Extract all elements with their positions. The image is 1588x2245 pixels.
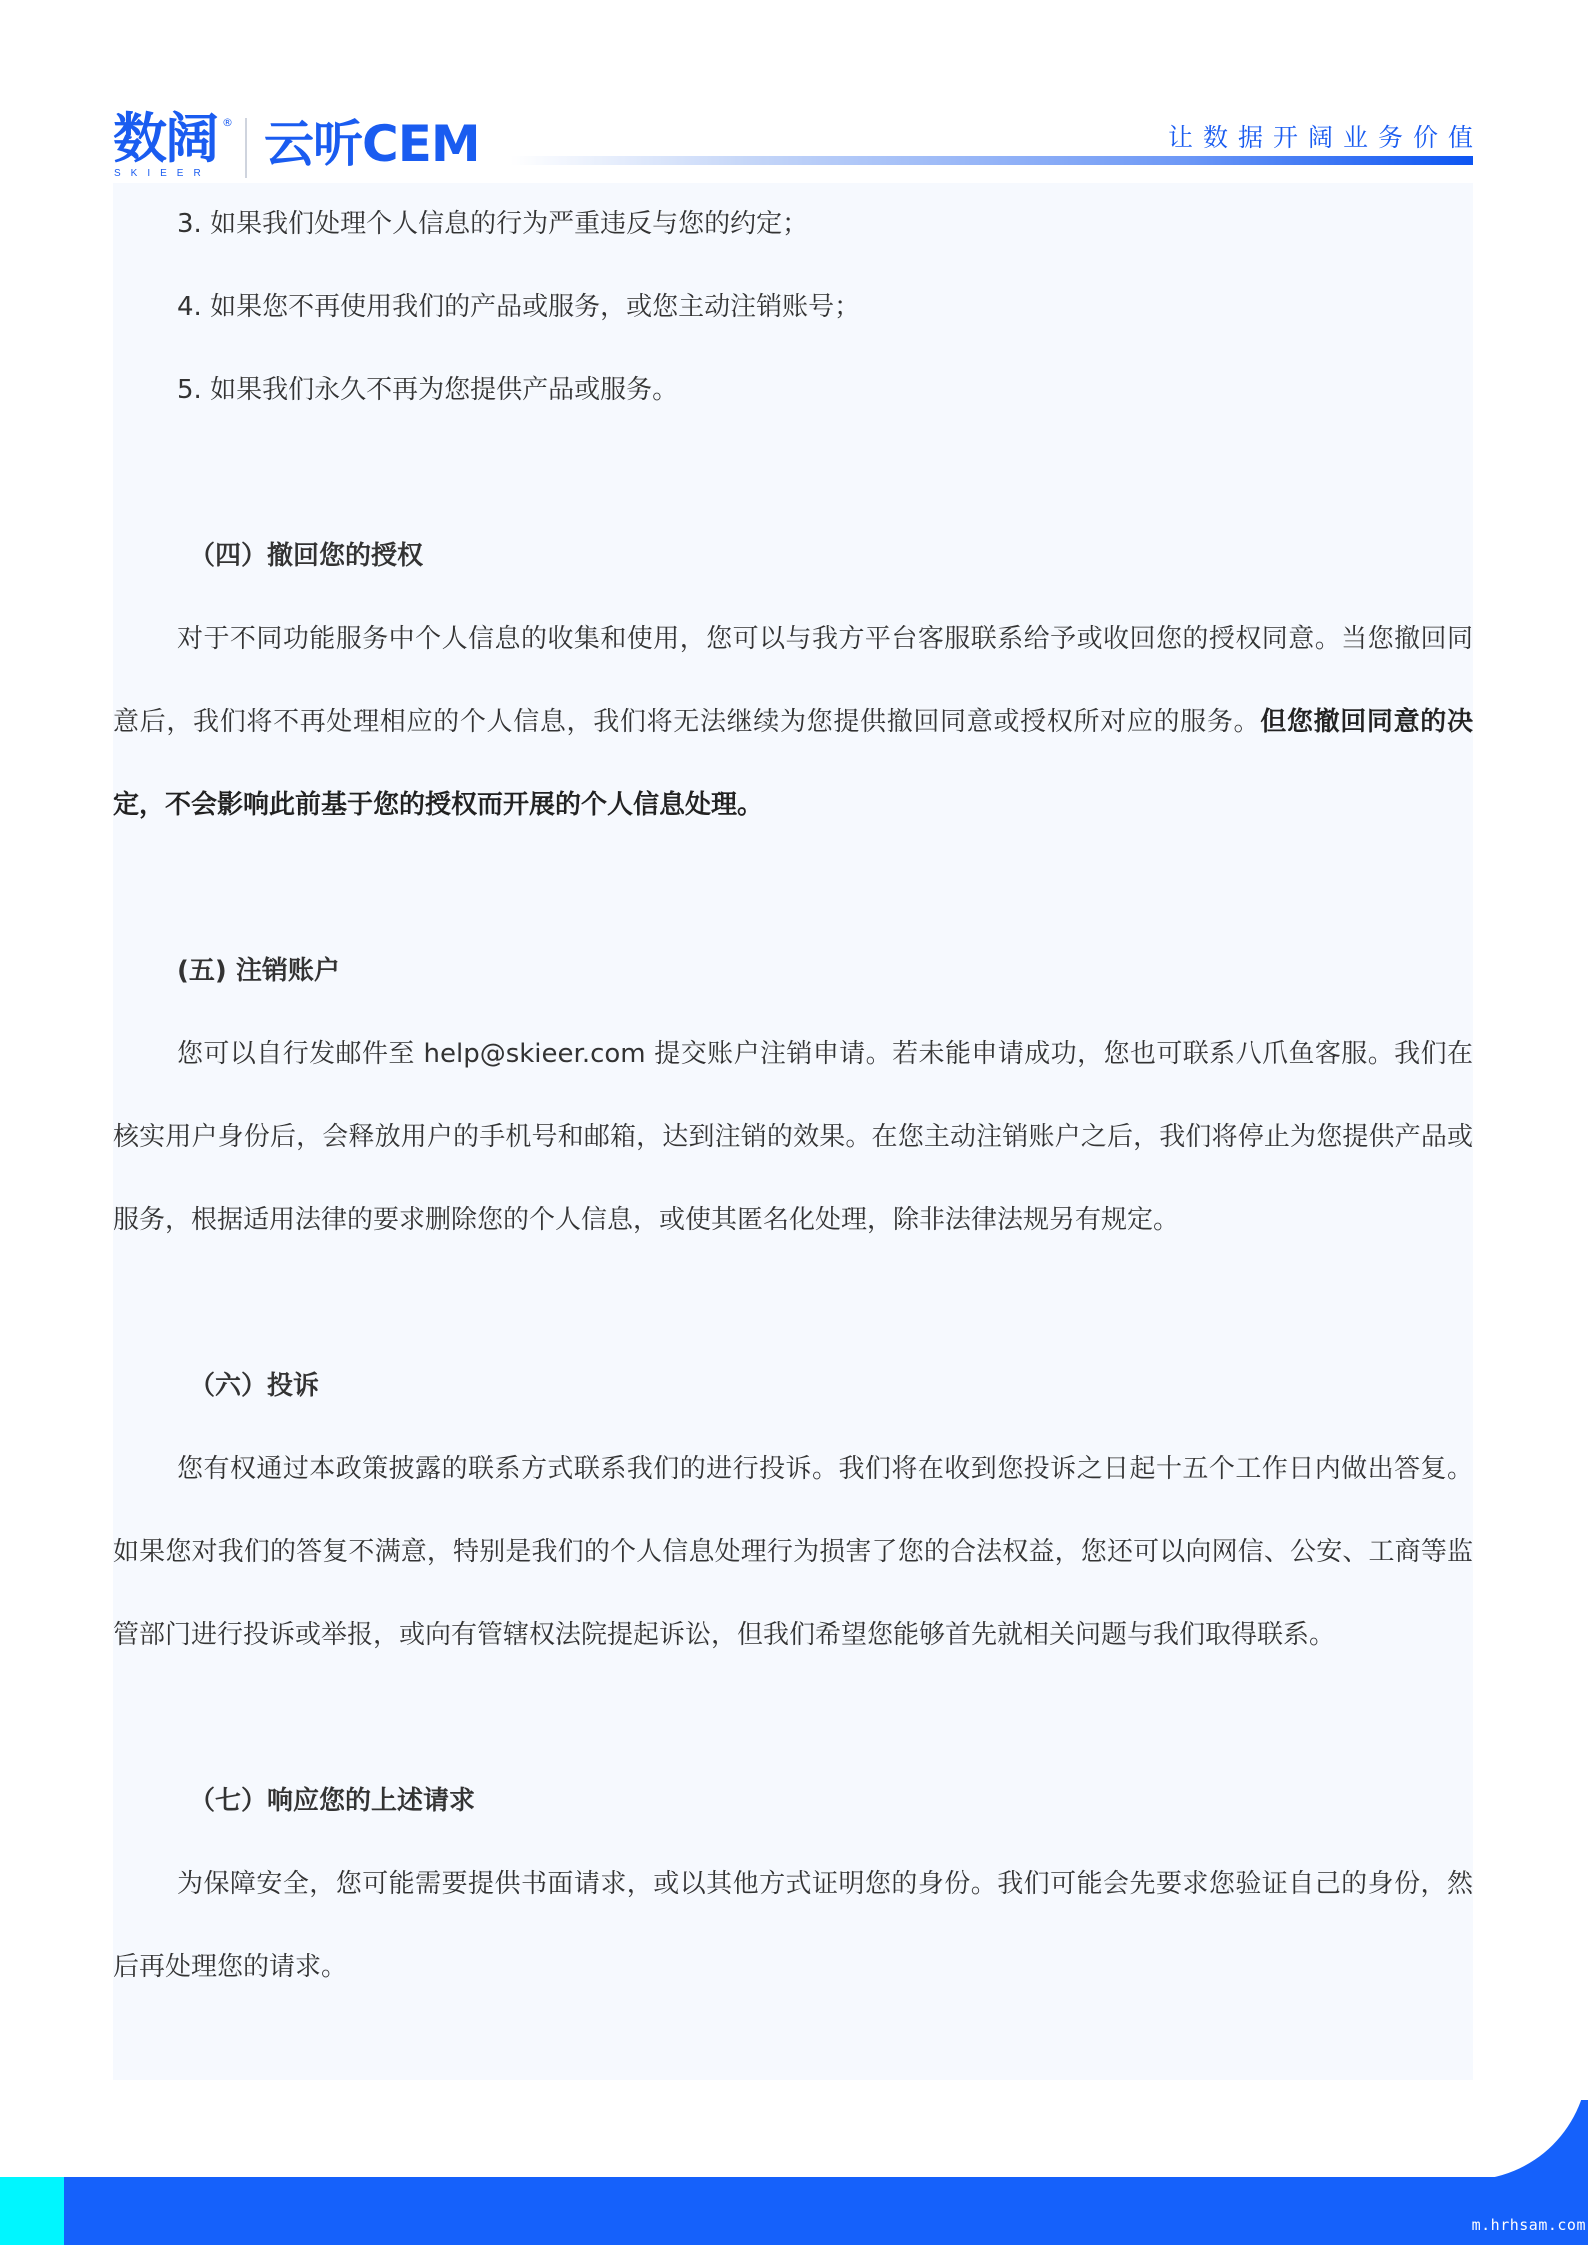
page-header [0, 0, 1588, 183]
paragraph-bold-text: 但您撤回同意的决定，不会影响此前基于您的授权而开展的个人信息处理。 [113, 707, 1473, 820]
section-paragraph-respond-requests [113, 1843, 1473, 2009]
section-heading-respond-requests: （七）响应您的上述请求 [189, 1786, 476, 1816]
paragraph-text: 您有权通过本政策披露的联系方式联系我们的进行投诉。我们将在收到您投诉之日起十五个工作日内做出答复。如果您对我们的答复不满意，特别是我们的个人信息处理行为损害了您的合法权益，您还可以向网信、公安、工商等监管部门进行投诉或举报，或向有管辖权法院提起诉讼，但我们希望您能够首先就相关问题与我们取得联系。 [113, 1454, 1473, 1650]
section-spacer [113, 847, 1473, 930]
brand-logo-en: SKIEER [114, 168, 211, 179]
footer-accent-block [0, 2177, 64, 2245]
section-paragraph-complaint [113, 1428, 1473, 1677]
slogan: 让数据开阔业务价值 [1167, 123, 1483, 152]
section-heading-complaint: （六）投诉 [189, 1371, 320, 1401]
paragraph-text: 您可以自行发邮件至 help@skieer.com 提交账户注销申请。若未能申请成功，您也可联系八爪鱼客服。我们在核实用户身份后，会释放用户的手机号和邮箱，达到注销的效果。在您主动注销账户之后，我们将停止为您提供产品或服务，根据适用法律的要求删除您的个人信息，或使其匿名化处理，除非法律法规另有规定。 [113, 1039, 1473, 1235]
document-body [113, 183, 1473, 2009]
section-paragraph-cancel-account [113, 1013, 1473, 1262]
paragraph-text: 对于不同功能服务中个人信息的收集和使用，您可以与我方平台客服联系给予或收回您的授权同意。当您撤回同意后，我们将不再处理相应的个人信息，我们将无法继续为您提供撤回同意或授权所对应的服务。 [113, 624, 1473, 737]
section-heading-cancel-account: (五) 注销账户 [177, 956, 340, 986]
section-spacer [113, 1262, 1473, 1345]
logo-divider [245, 118, 247, 178]
list-item: 4. 如果您不再使用我们的产品或服务，或您主动注销账号； [177, 292, 861, 322]
section-paragraph-withdraw-consent [113, 598, 1473, 847]
footer-corner-curve [1468, 2100, 1588, 2180]
product-name: 云听CEM [264, 115, 480, 173]
section-spacer [113, 432, 1473, 515]
section-heading-withdraw-consent: （四）撤回您的授权 [189, 541, 424, 571]
section-spacer [113, 1677, 1473, 1760]
footer-bar [0, 2177, 1588, 2245]
list-item: 3. 如果我们处理个人信息的行为严重违反与您的约定； [177, 209, 809, 239]
registered-mark: ® [222, 116, 233, 129]
list-item: 5. 如果我们永久不再为您提供产品或服务。 [177, 375, 679, 405]
paragraph-text: 为保障安全，您可能需要提供书面请求，或以其他方式证明您的身份。我们可能会先要求您验证自己的身份，然后再处理您的请求。 [113, 1869, 1473, 1982]
brand-logo-cn: 数阔 [113, 107, 217, 170]
header-gradient-bar [510, 156, 1473, 165]
watermark-text: m.hrhsam.com [1471, 2216, 1586, 2234]
